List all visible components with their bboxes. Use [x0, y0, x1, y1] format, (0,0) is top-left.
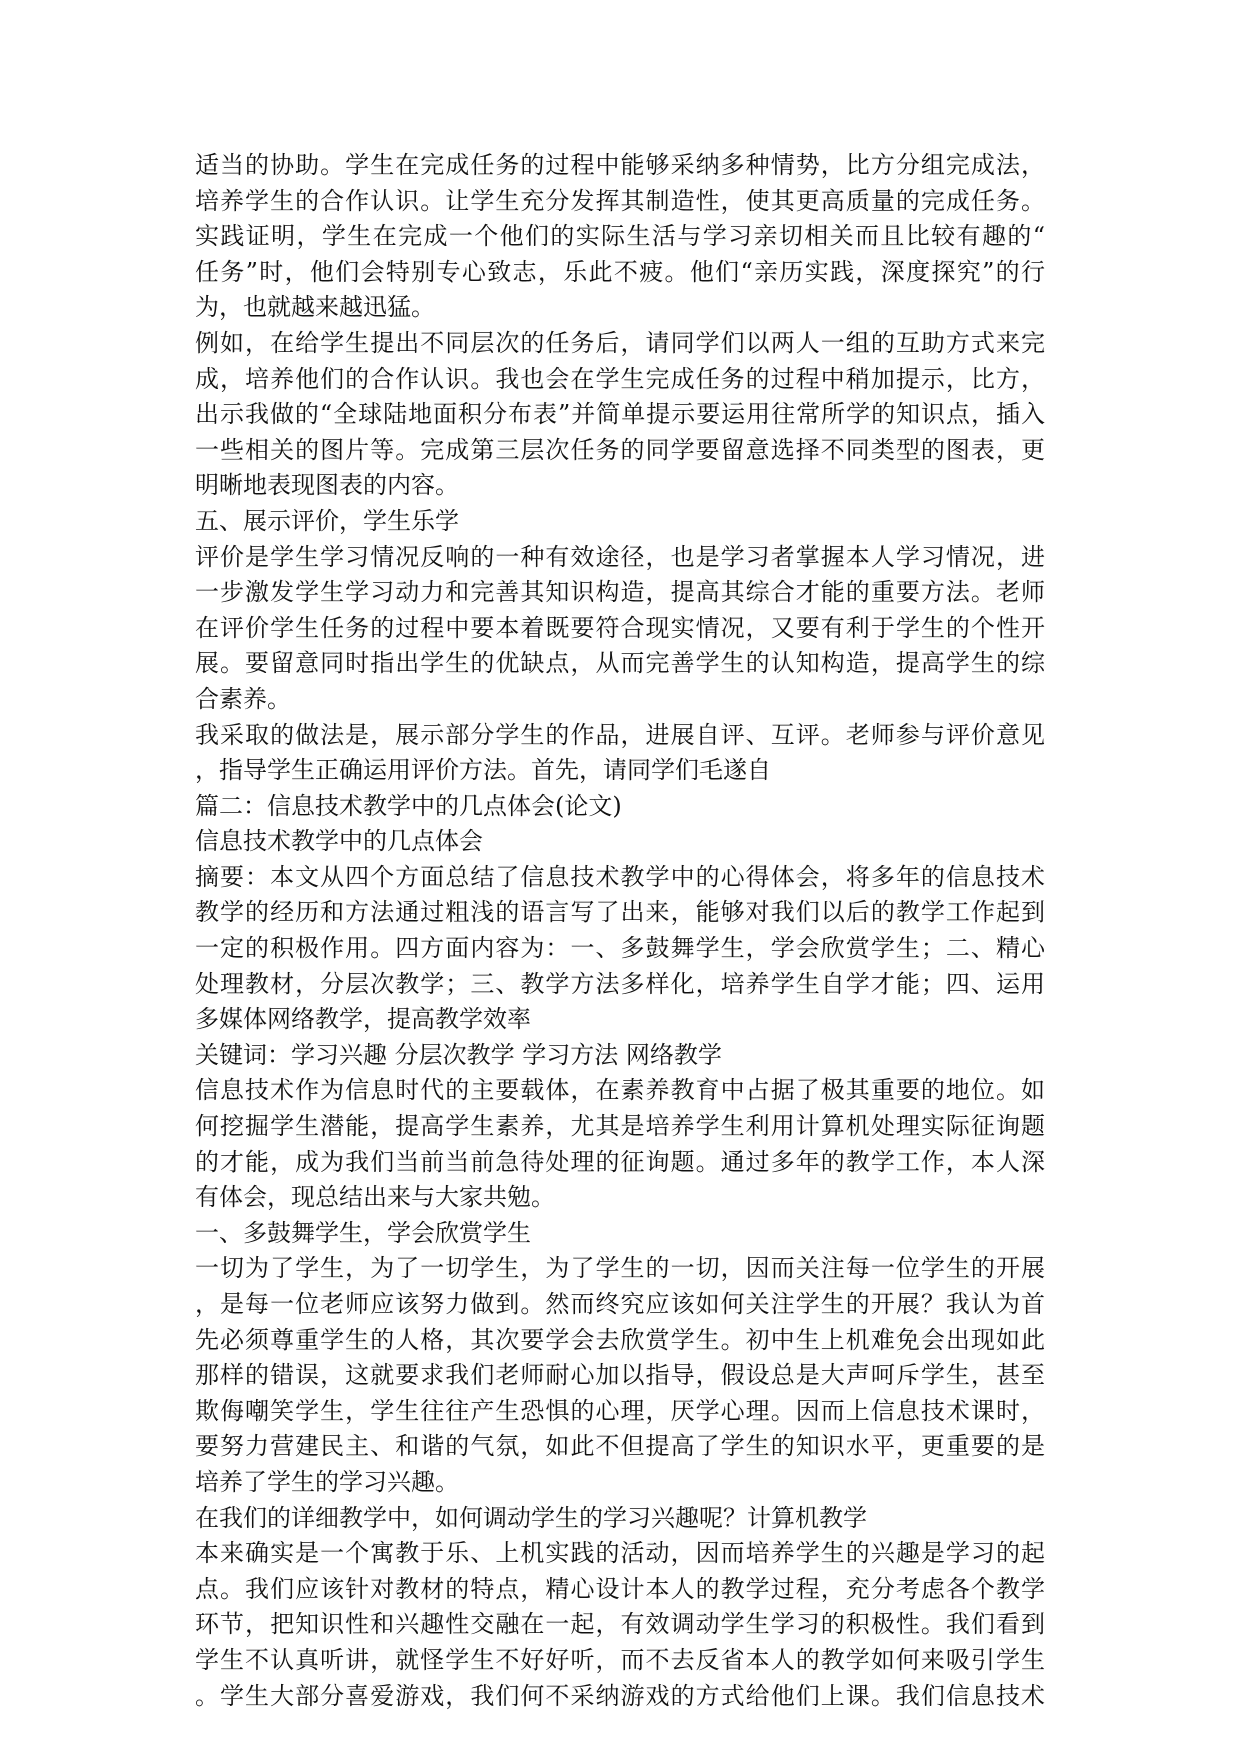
text-line: 点。我们应该针对教材的特点，精心设计本人的教学过程，充分考虑各个教学: [195, 1574, 1045, 1603]
text-line: 实践证明，学生在完成一个他们的实际生活与学习亲切相关而且比较有趣的“: [195, 222, 1045, 251]
text-line: 五、展示评价，学生乐学: [195, 506, 459, 535]
text-line: 有体会，现总结出来与大家共勉。: [195, 1183, 555, 1212]
text-line: 明晰地表现图表的内容。: [195, 471, 459, 500]
text-line: 适当的协助。学生在完成任务的过程中能够采纳多种情势，比方分组完成法，: [195, 151, 1045, 179]
text-line: 例如，在给学生提出不同层次的任务后，请同学们以两人一组的互助方式来完: [195, 328, 1045, 357]
text-line: 教学的经历和方法通过粗浅的语言写了出来，能够对我们以后的教学工作起到: [195, 898, 1045, 927]
text-line: 那样的错误，这就要求我们老师耐心加以指导，假设总是大声呵斥学生，甚至: [195, 1361, 1045, 1390]
text-line: 评价是学生学习情况反响的一种有效途径，也是学习者掌握本人学习情况，进: [195, 542, 1045, 571]
text-line: 关键词：学习兴趣 分层次教学 学习方法 网络教学: [195, 1040, 722, 1069]
text-line: 要努力营建民主、和谐的气氛，如此不但提高了学生的知识水平，更重要的是: [195, 1432, 1045, 1461]
text-line: 一定的积极作用。四方面内容为：一、多鼓舞学生，学会欣赏学生；二、精心: [195, 934, 1045, 963]
text-line: 一些相关的图片等。完成第三层次任务的同学要留意选择不同类型的图表，更: [195, 435, 1045, 464]
text-line: 在我们的详细教学中，如何调动学生的学习兴趣呢？计算机教学: [195, 1503, 867, 1532]
text-line: 摘要：本文从四个方面总结了信息技术教学中的心得体会，将多年的信息技术: [195, 862, 1045, 891]
text-line: 出示我做的“全球陆地面积分布表”并简单提示要运用往常所学的知识点，插入: [195, 400, 1045, 429]
text-line: 一切为了学生，为了一切学生，为了学生的一切，因而关注每一位学生的开展: [195, 1254, 1045, 1283]
text-line: 本来确实是一个寓教于乐、上机实践的活动，因而培养学生的兴趣是学习的起: [195, 1539, 1045, 1568]
text-line: 成，培养他们的合作认识。我也会在学生完成任务的过程中稍加提示，比方，: [195, 364, 1045, 393]
text-line: 。学生大部分喜爱游戏，我们何不采纳游戏的方式给他们上课。我们信息技术: [195, 1681, 1045, 1710]
text-line: 培养了学生的学习兴趣。: [195, 1467, 459, 1496]
text-line: 欺侮嘲笑学生，学生往往产生恐惧的心理，厌学心理。因而上信息技术课时，: [195, 1396, 1045, 1425]
text-line: 信息技术作为信息时代的主要载体，在素养教育中占据了极其重要的地位。如: [195, 1076, 1045, 1105]
text-line: 一、多鼓舞学生，学会欣赏学生: [195, 1218, 531, 1247]
document-page: [195, 148, 1045, 1714]
text-line: ，是每一位老师应该努力做到。然而终究应该如何关注学生的开展？我认为首: [195, 1290, 1045, 1318]
text-line: 环节，把知识性和兴趣性交融在一起，有效调动学生学习的积极性。我们看到: [195, 1610, 1045, 1639]
text-line: 任务”时，他们会特别专心致志，乐此不疲。他们“亲历实践，深度探究”的行: [195, 257, 1045, 286]
text-line: 的才能，成为我们当前当前急待处理的征询题。通过多年的教学工作，本人深: [195, 1147, 1045, 1176]
text-line: 多媒体网络教学，提高教学效率: [195, 1005, 531, 1034]
text-line: 一步激发学生学习动力和完善其知识构造，提高其综合才能的重要方法。老师: [195, 578, 1045, 607]
text-line: 展。要留意同时指出学生的优缺点，从而完善学生的认知构造，提高学生的综: [195, 649, 1045, 678]
text-line: 为，也就越来越迅猛。: [195, 293, 435, 322]
text-line: 信息技术教学中的几点体会: [195, 827, 483, 856]
text-line: 我采取的做法是，展示部分学生的作品，进展自评、互评。老师参与评价意见: [195, 720, 1045, 749]
text-line: 篇二：信息技术教学中的几点体会(论文): [195, 791, 622, 820]
text-line: ，指导学生正确运用评价方法。首先，请同学们毛遂自: [195, 756, 771, 785]
text-line: 培养学生的合作认识。让学生充分发挥其制造性，使其更高质量的完成任务。: [195, 186, 1045, 215]
text-line: 何挖掘学生潜能，提高学生素养，尤其是培养学生利用计算机处理实际征询题: [195, 1112, 1045, 1141]
text-line: 先必须尊重学生的人格，其次要学会去欣赏学生。初中生上机难免会出现如此: [195, 1325, 1045, 1354]
text-line: 学生不认真听讲，就怪学生不好好听，而不去反省本人的教学如何来吸引学生: [195, 1645, 1045, 1674]
text-line: 在评价学生任务的过程中要本着既要符合现实情况，又要有利于学生的个性开: [195, 613, 1045, 642]
text-line: 合素养。: [195, 684, 291, 713]
text-line: 处理教材，分层次教学；三、教学方法多样化，培养学生自学才能；四、运用: [195, 969, 1045, 998]
